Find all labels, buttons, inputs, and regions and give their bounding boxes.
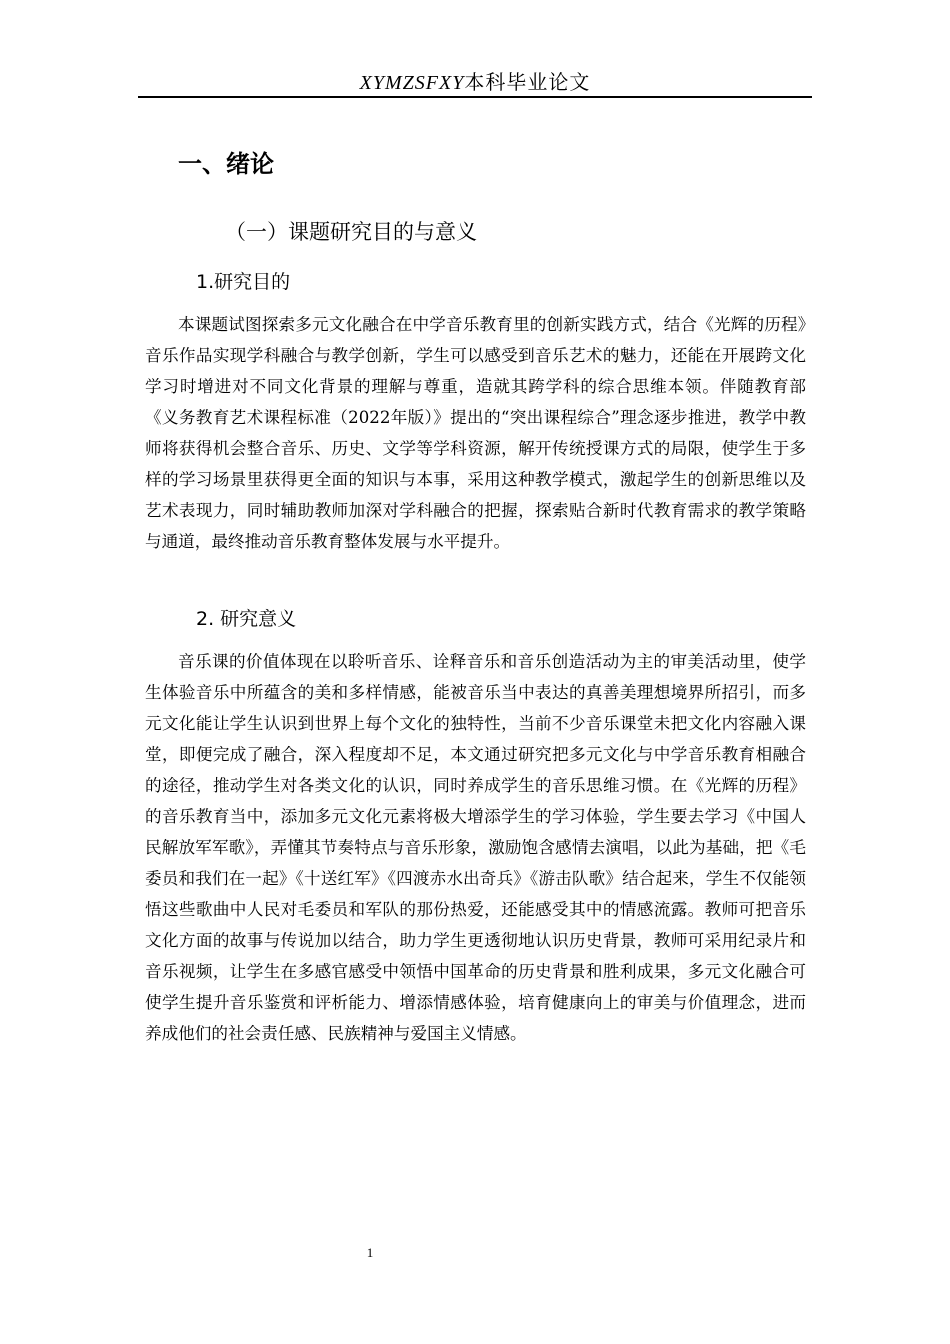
paragraph-research-purpose: 本课题试图探索多元文化融合在中学音乐教育里的创新实践方式，结合《光辉的历程》音乐作品实现学科融合与教学创新，学生可以感受到音乐艺术的魅力，还能在开展跨文化学习时增进对不同文化背景的理解与尊重，造就其跨学科的综合思维本领。伴随教育部《义务教育艺术课程标准（2022年版）》提出的“突出课程综合”理念逐步推进，教学中教师将获得机会整合音乐、历史、文学等学科资源，解开传统授课方式的局限，使学生于多样的学习场景里获得更全面的知识与本事，采用这种教学模式，激起学生的创新思维以及艺术表现力，同时辅助教师加深对学科融合的把握，探索贴合新时代教育需求的教学策略与通道，最终推动音乐教育整体发展与水平提升。: [145, 315, 806, 551]
section-title: （一）课题研究目的与意义: [225, 220, 477, 244]
running-header: [138, 68, 812, 97]
header-title: 本科毕业论文: [464, 70, 591, 94]
paragraph-research-significance: 音乐课的价值体现在以聆听音乐、诠释音乐和音乐创造活动为主的审美活动里，使学生体验音乐中所蕴含的美和多样情感，能被音乐当中表达的真善美理想境界所招引，而多元文化能让学生认识到世界上每个文化的独特性，当前不少音乐课堂未把文化内容融入课堂，即便完成了融合，深入程度却不足，本文通过研究把多元文化与中学音乐教育相融合的途径，推动学生对各类文化的认识，同时养成学生的音乐思维习惯。在《光辉的历程》的音乐教育当中，添加多元文化元素将极大增添学生的学习体验，学生要去学习《中国人民解放军军歌》，弄懂其节奏特点与音乐形象，激励饱含感情去演唱，以此为基础，把《毛委员和我们在一起》《十送红军》《四渡赤水出奇兵》《游击队歌》结合起来，学生不仅能领悟这些歌曲中人民对毛委员和军队的那份热爱，还能感受其中的情感流露。教师可把音乐文化方面的故事与传说加以结合，助力学生更透彻地认识历史背景，教师可采用纪录片和音乐视频，让学生在多感官感受中领悟中国革命的历史背景和胜利成果，多元文化融合可使学生提升音乐鉴赏和评析能力、增添情感体验，培育健康向上的审美与价值理念，进而养成他们的社会责任感、民族精神与爱国主义情感。: [145, 652, 806, 1043]
subsection-title-significance: 2. 研究意义: [196, 608, 297, 630]
header-divider: [138, 96, 812, 98]
page-number: 1: [366, 1245, 374, 1260]
chapter-title: 一、绪论: [178, 150, 274, 178]
header-latin-code: XYMZSFXY: [359, 72, 465, 94]
subsection-title-purpose: 1.研究目的: [196, 271, 291, 293]
